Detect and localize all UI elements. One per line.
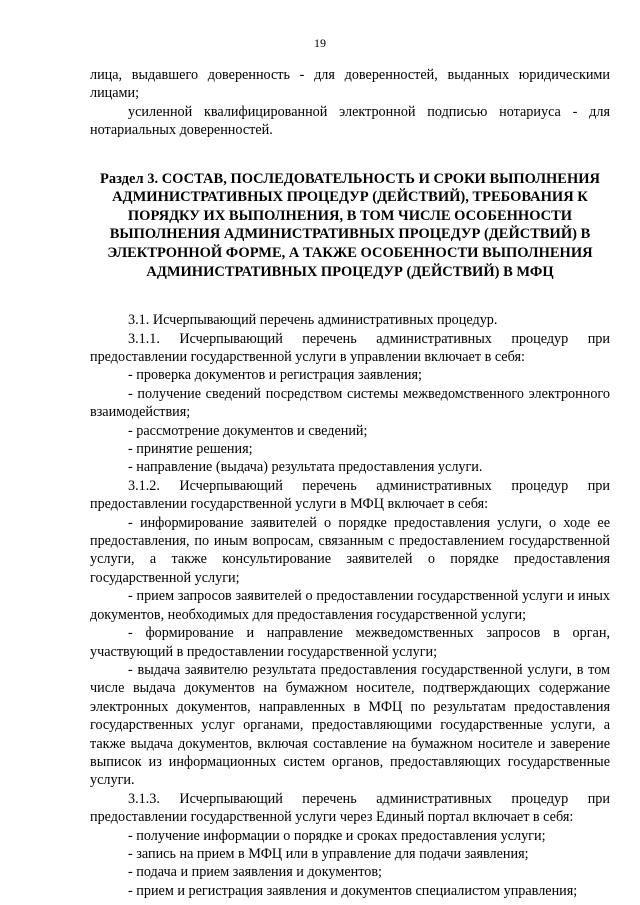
- list-item: - принятие решения;: [128, 441, 253, 458]
- list-item: - получение сведений посредством системы межведомственного электронного взаимодействия;: [90, 385, 610, 421]
- list-item: - выдача заявителю результата предоставления государственной услуги, в том числе выдача документов на бумажном носителе, подтверждающих содержание электронных документов, направленных в МФЦ по результатам предоставления государственных услуг органами, предоставляющими государственные услуги, а также выдача документов, включая составление на бумажном носителе и заверение выписок из информационных систем органов, предоставляющих государственные услуги.: [90, 661, 610, 789]
- paragraph: 3.1.2. Исчерпывающий перечень административных процедур при предоставлении государственной услуги в МФЦ включает в себя:: [90, 477, 610, 513]
- page-number: 19: [314, 36, 326, 50]
- paragraph: лица, выдавшего доверенность - для доверенностей, выданных юридическими лицами;: [90, 67, 610, 102]
- paragraph: 3.1. Исчерпывающий перечень административных процедур.: [128, 312, 498, 329]
- list-item: - прием запросов заявителей о предоставлении государственной услуги и иных документов, необходимых для предоставления государственной услуги;: [90, 588, 610, 623]
- list-item: - прием и регистрация заявления и документов специалистом управления;: [128, 882, 578, 899]
- paragraph: 3.1.3. Исчерпывающий перечень административных процедур при предоставлении государственной услуги через Единый портал включает в себя:: [90, 790, 610, 826]
- list-item: - информирование заявителей о порядке предоставления услуги, о ходе ее предоставления, по иным вопросам, связанным с предоставлением государственной услуги, а также консультирование заявителей о порядке предоставления государственной услуги;: [90, 514, 610, 586]
- paragraph: 3.1.1. Исчерпывающий перечень административных процедур при предоставлении государственной услуги в управлении включает в себя:: [90, 330, 610, 365]
- list-item: - подача и прием заявления и документов;: [128, 864, 382, 881]
- page-content: [90, 66, 610, 900]
- list-item: - направление (выдача) результата предоставления услуги.: [128, 459, 483, 476]
- list-item: - рассмотрение документов и сведений;: [128, 422, 368, 439]
- list-item: - запись на прием в МФЦ или в управление для подачи заявления;: [128, 845, 529, 862]
- paragraph: усиленной квалифицированной электронной подписью нотариуса - для нотариальных доверенностей.: [90, 103, 610, 139]
- list-item: - проверка документов и регистрация заявления;: [128, 367, 422, 384]
- list-item: - получение информации о порядке и сроках предоставления услуги;: [128, 827, 546, 844]
- section-heading: Раздел 3. СОСТАВ, ПОСЛЕДОВАТЕЛЬНОСТЬ И СРОКИ ВЫПОЛНЕНИЯ АДМИНИСТРАТИВНЫХ ПРОЦЕДУР (ДЕЙСТВИЙ), ТРЕБОВАНИЯ К ПОРЯДКУ ИХ ВЫПОЛНЕНИЯ, В ТОМ ЧИСЛЕ ОСОБЕННОСТИ ВЫПОЛНЕНИЯ АДМИНИСТРАТИВНЫХ ПРОЦЕДУР (ДЕЙСТВИЙ) В ЭЛЕКТРОННОЙ ФОРМЕ, А ТАКЖЕ ОСОБЕННОСТИ ВЫПОЛНЕНИЯ АДМИНИСТРАТИВНЫХ ПРОЦЕДУР (ДЕЙСТВИЙ) В МФЦ: [100, 170, 600, 280]
- list-item: - формирование и направление межведомственных запросов в орган, участвующий в предоставлении государственной услуги;: [90, 625, 610, 660]
